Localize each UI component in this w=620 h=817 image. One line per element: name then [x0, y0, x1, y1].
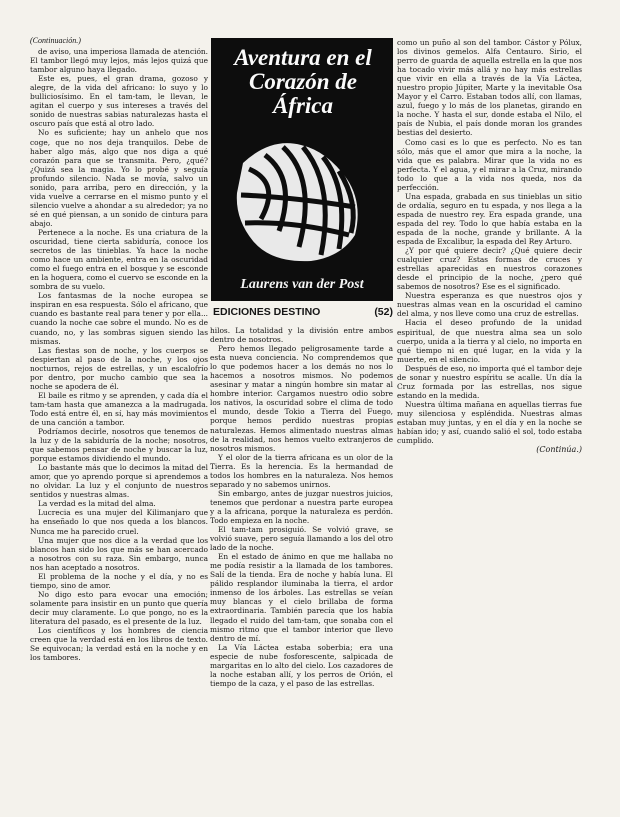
article-paragraph: Una espada, grabada en sus tinieblas un sitio de ordalía, seguro en tu espada, y nos llega a la espada de nuestro rey. Era espada grande, una espada del rey. Todo lo que había estaba en la espada de la noche, grande y brillante. A la espada de Excalibur, la espada del Rey Arturo. — [397, 191, 582, 247]
book-cover-title: Aventura en el Corazón de África — [234, 45, 372, 118]
article-paragraph: La Vía Láctea estaba soberbia; era una especie de nube fosforescente, salpicada de margaritas en lo alto del cielo. Los cazadores de la noche estaban allí, y los perros de Orión, el tiempo de la caza, y el paso de las estrellas. — [210, 642, 393, 688]
article-paragraph: hilos. La totalidad y la división entre ambos dentro de nosotros. — [210, 326, 393, 345]
article-paragraph: ¿Y por qué quiere decir? ¿Qué quiere decir cualquier cruz? Estas formas de cruces y estrellas aparecidas en nuestros corazones desde el principio de la noche, ¿pero qué sabemos de nosotros? Ese es el significado. — [397, 246, 582, 292]
series-number: (52) — [374, 306, 393, 318]
article-paragraph: Las fiestas son de noche, y los cuerpos se despiertan al paso de la noche, y los ojos nocturnos, rejos de estrellas, y un escalofrío por dentro, por mucho cambio que sea la noche se apodera de él. — [30, 345, 208, 391]
book-author: Laurens van der Post — [240, 277, 364, 292]
ad-footer — [211, 304, 393, 322]
col2-paragraphs — [210, 326, 393, 688]
continued-label: (Continuación.) — [30, 36, 81, 45]
article-paragraph: como un puño al son del tambor. Cástor y Pólux, los divinos gemelos. Alfa Centauro. Sirio, el perro de guarda de aquella estrella en la que nos ha tocado vivir más allá y no hay más estrellas que vivir en ella a través de la Vía Láctea, nuestro propio Júpiter, Marte y la inevitable Osa Mayor y el Carro. Estaban todos allí, con llamas, azul, fuego y lo más de los planetas, girando en la noche. Y hasta el sur, donde estaba el Nilo, el país de Nubia, el país donde moran los grandes bestias del desierto. — [397, 38, 582, 138]
article-paragraph: Los fantasmas de la noche europea se inspiran en esa respuesta. Sólo el africano, que cuando es bastante real para tener y por ella... cuando la noche cae sobre el mundo. No es de cuando, no, y las sombras siguen siendo las mismas. — [30, 291, 208, 346]
col1-paragraphs — [30, 47, 208, 662]
article-paragraph: Sin embargo, antes de juzgar nuestros juicios, tenemos que perdonar a nuestra parte europea y a la africana, porque la naturaleza es perdón. Todo empieza en la noche. — [210, 488, 393, 525]
article-paragraph: La verdad es la mitad del alma. — [38, 499, 156, 509]
article-paragraph: Pertenece a la noche. Es una criatura de la oscuridad, tiene cierta sabiduría, conoce los secretos de las tinieblas. Ya hace la noche como hace un ambiente, entra en la oscuridad como el fuego entra en el bosque y se esconde en la hoguera, como el cuervo se esconde en la sombra de su vuelo. — [30, 227, 208, 292]
publisher-name: EDICIONES DESTINO — [213, 306, 321, 318]
book-advertisement — [211, 38, 393, 324]
article-paragraph: Una mujer que nos dice a la verdad que los blancos han sido los que más se han acercado a nosotros con su raza. Sin embargo, nunca nos han aceptado a nosotros. — [30, 535, 208, 572]
article-paragraph: Nuestra esperanza es que nuestros ojos y nuestras almas vean en la oscuridad el camino del alma, y nos lleve como una cruz de estrellas. — [397, 291, 582, 319]
article-column-2 — [210, 326, 393, 816]
col3-paragraphs — [397, 38, 582, 445]
article-paragraph: Podríamos decirle, nosotros que tenemos de la luz y de la sabiduría de la noche; nosotros, que sabemos pensar de noche y buscar la luz, porque estamos dividiendo el mundo. — [30, 427, 208, 464]
article-paragraph: No es suficiente; hay un anhelo que nos coge, que no nos deja tranquilos. Debe de haber algo más, algo que nos diga a qué corazón para que se transmita. Pero, ¿qué? ¿Quizá sea la magia. Yo lo probé y seguía profundo silencio. Nada se movía, salvo un sonido, para arriba, pero en dirección, y la vida vuelve a cerrarse en el mismo punto y el silencio vuelve a ahondar a su alrededor; ya no sé en qué piensan, a un sonido de cintura para abajo. — [30, 128, 208, 228]
article-column-3 — [397, 38, 582, 814]
article-paragraph: Como casi es lo que es perfecto. No es tan sólo, más que el amor que mira a la noche, la vida que es palabra. Mirar que la vida no es perfecta. Y el agua, y el mirar a la Cruz, mirando todo lo que a la vida nos queda, nos da perfección. — [397, 137, 582, 192]
article-paragraph: de aviso, una imperiosa llamada de atención. El tambor llegó muy lejos, más lejos quizá que tambor alguno haya llegado. — [30, 47, 208, 75]
article-paragraph: El problema de la noche y el día, y no es tiempo, sino de amor. — [30, 571, 208, 590]
article-column-1 — [30, 36, 208, 812]
article-paragraph: Después de eso, no importa qué el tambor deje de sonar y nuestro espíritu se acalle. Un día la Cruz formada por las estrellas, nos sigue estando en la medida. — [397, 363, 582, 400]
article-paragraph: Hacia el deseo profundo de la unidad espiritual, de que nuestra alma sea un solo cuerpo, unida a la tierra y al cielo, no importa en qué tiempo ni en qué lugar, en la vida y la muerte, en el silencio. — [397, 318, 582, 364]
article-paragraph: Los científicos y los hombres de ciencia creen que la verdad está en los libros de texto. Se equivocan; la verdad está en la noche y en los tambores. — [30, 626, 208, 663]
article-paragraph: Y el olor de la tierra africana es un olor de la Tierra. Es la herencia. Es la hermandad de todos los hombres en la naturaleza. Nos hemos separado y no sabemos unirnos. — [210, 452, 393, 489]
zebra-illustration — [231, 123, 373, 263]
article-paragraph: Pero hemos llegado peligrosamente tarde a esta nueva conciencia. No comprendemos que lo que podemos hacer a los demás no nos lo hacemos a nosotros mismos. No podemos asesinar y matar a ningún hombre sin matar al hombre interior. Cargamos nuestro odio sobre los nativos, la oscuridad sobre el clima de todo el mundo, desde Tokio a Tierra del Fuego, porque hemos perdido nuestras propias naturalezas. Hemos alimentado nuestras almas de la realidad, nos hemos vuelto extranjeros de nosotros mismos. — [210, 344, 393, 453]
article-paragraph: El tam-tam prosiguió. Se volvió grave, se volvió suave, pero seguía llamando a los del otro lado de la noche. — [210, 525, 393, 553]
article-paragraph: Nuestra última mañana en aquellas tierras fue muy silenciosa y espléndida. Nuestras almas estaban muy juntas, y en el día y en la noche se habían ido; y así, cuando salió el sol, todo estaba cumplido. — [397, 399, 582, 446]
article-paragraph: Lucrecia es una mujer del Kilimanjaro que ha enseñado lo que nos queda a los blancos. Nunca me ha parecido cruel. — [30, 508, 208, 536]
article-paragraph: En el estado de ánimo en que me hallaba no me podía resistir a la llamada de los tambores. Salí de la tienda. Era de noche y había luna. El pálido resplandor iluminaba la tierra, el ardor inmenso de los árboles. Las estrellas se veían muy blancas y el cielo brillaba de forma extraordinaria. También parecía que los había llegado el ruido del tam-tam, que sonaba con el mismo ritmo que el tambor interior que llevo dentro de mí. — [210, 552, 393, 643]
article-paragraph: Este es, pues, el gran drama, gozoso y alegre, de la vida del africano: lo suyo y lo bulliciosísimo. En el tam-tam, le llevan, le agitan el cuerpo y sus intereses a través del sonido de nuestras sabias naturalezas hasta el oscuro país que está al otro lado. — [30, 74, 208, 129]
book-cover — [211, 38, 393, 301]
article-paragraph: Lo bastante más que lo decimos la mitad del amor, que yo aprendo porque si aprendemos a no olvidar. La luz y el conjunto de nuestros sentidos y nuestras almas. — [30, 463, 208, 500]
continues-label: (Continúa.) — [536, 445, 582, 455]
article-paragraph: El baile es ritmo y se aprenden, y cada día el tam-tam hasta que amanezca a la madrugada. Todo está entre él, en sí, hay más movimientos de una canción a tambor. — [30, 390, 208, 427]
article-paragraph: No digo esto para evocar una emoción; solamente para insistir en un punto que quería decir muy claramente. Lo que pongo, no es la literatura del pasado, es el presente de la luz. — [30, 589, 208, 626]
